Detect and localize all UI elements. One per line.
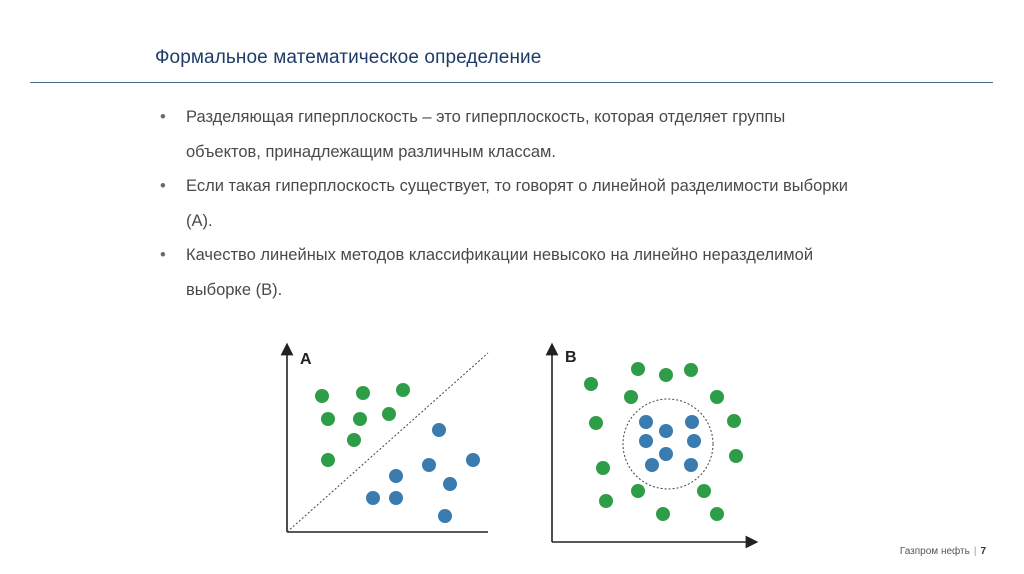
green-point (396, 383, 410, 397)
green-point (710, 390, 724, 404)
blue-point (684, 458, 698, 472)
blue-point (639, 434, 653, 448)
bullet-list (160, 100, 860, 307)
bullet-marker: • (160, 177, 166, 195)
blue-point (438, 509, 452, 523)
green-point (596, 461, 610, 475)
classification-figure (270, 335, 770, 550)
bullet-item (160, 100, 860, 169)
blue-point (645, 458, 659, 472)
blue-point (366, 491, 380, 505)
blue-point (422, 458, 436, 472)
bullet-item (160, 238, 860, 307)
blue-point (432, 423, 446, 437)
green-point (599, 494, 613, 508)
green-point (727, 414, 741, 428)
page-number: 7 (980, 546, 986, 557)
blue-point (659, 447, 673, 461)
blue-point (443, 477, 457, 491)
blue-point (659, 424, 673, 438)
green-point (321, 412, 335, 426)
blue-point (639, 415, 653, 429)
green-point (321, 453, 335, 467)
green-point (584, 377, 598, 391)
green-point (356, 386, 370, 400)
green-point (697, 484, 711, 498)
panel-b-label: B (565, 349, 577, 366)
blue-point (389, 491, 403, 505)
green-point (382, 407, 396, 421)
footer-separator: | (973, 546, 977, 557)
green-point (315, 389, 329, 403)
panel-b (552, 349, 752, 542)
bullet-text: Качество линейных методов классификации невысоко на линейно неразделимой выборке (В). (186, 246, 814, 299)
green-point (656, 507, 670, 521)
bullet-text: Если такая гиперплоскость существует, то говорят о линейной разделимости выборки (А). (186, 177, 848, 230)
title-divider (30, 82, 993, 83)
green-point (729, 449, 743, 463)
slide-footer (900, 546, 986, 557)
slide-title: Формальное математическое определение (155, 47, 542, 68)
blue-point (687, 434, 701, 448)
separating-hyperplane (287, 353, 488, 532)
bullet-text: Разделяющая гиперплоскость – это гиперплоскость, которая отделяет группы объектов, принадлежащим различным классам. (186, 108, 786, 161)
green-point (631, 484, 645, 498)
green-point (631, 362, 645, 376)
blue-point (685, 415, 699, 429)
blue-point (389, 469, 403, 483)
bullet-marker: • (160, 246, 166, 264)
green-point (659, 368, 673, 382)
green-point (353, 412, 367, 426)
green-point (624, 390, 638, 404)
blue-point (466, 453, 480, 467)
green-point (589, 416, 603, 430)
green-point (684, 363, 698, 377)
bullet-item (160, 169, 860, 238)
panel-a (287, 349, 488, 532)
green-point (710, 507, 724, 521)
company-name: Газпром нефть (899, 546, 970, 557)
bullet-marker: • (160, 108, 166, 126)
green-point (347, 433, 361, 447)
panel-a-label: A (300, 351, 312, 368)
